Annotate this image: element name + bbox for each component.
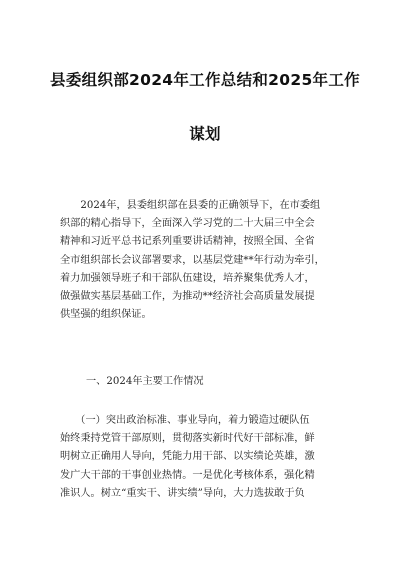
- intro-line: 织部的精心指导下，全面深入学习党的二十大届三中全会: [60, 218, 315, 230]
- intro-paragraph: [60, 197, 352, 324]
- document-title-line-2: 谋划: [189, 125, 221, 143]
- intro-line: 精神和习近平总书记系列重要讲话精神，按照全国、全省: [60, 236, 315, 248]
- intro-line: 全市组织部长会议部署要求，以基层党建**年行动为牵引，: [60, 254, 325, 266]
- intro-line: 2024年，县委组织部在县委的正确领导下，在市委组: [60, 200, 321, 211]
- section-1-line: 发广大干部的干事创业热情。一是优化考核体系，强化精: [60, 469, 315, 481]
- section-1-line: 准识人。树立“重实干、讲实绩”导向，大力选拔敢于负: [60, 487, 305, 499]
- section-1-line: 明树立正确用人导向，凭能力用干部、以实绩论英雄，激: [60, 451, 315, 463]
- section-1-paragraph: [60, 412, 352, 503]
- intro-line: 做强做实基层基础工作，为推动**经济社会高质量发展提: [60, 291, 315, 303]
- section-1-line: （一）突出政治标准、事业导向，着力锻造过硬队伍: [60, 415, 310, 426]
- intro-line: 供坚强的组织保证。: [60, 309, 152, 321]
- document-title-line-1: 县委组织部2024年工作总结和2025年工作: [50, 71, 360, 89]
- section-heading: 一、2024年主要工作情况: [86, 376, 204, 387]
- intro-line: 着力加强领导班子和干部队伍建设，培养聚集优秀人才，: [60, 272, 315, 284]
- section-1-line: 始终秉持党管干部原则，贯彻落实新时代好干部标准，鲜: [60, 433, 315, 445]
